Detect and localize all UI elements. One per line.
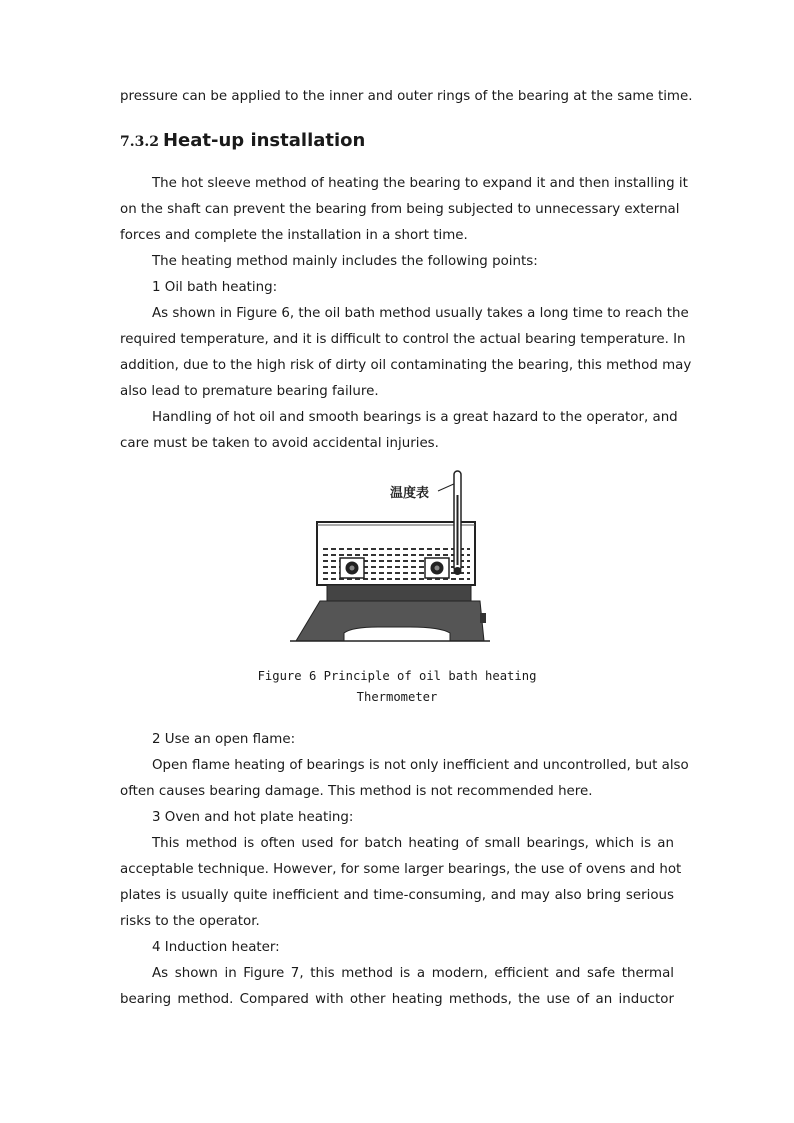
induction-title: 4 Induction heater:: [152, 940, 280, 955]
paragraph-line: required temperature, and it is difficult to control the actual bearing temperature. In: [120, 332, 686, 347]
section-number: 7.3.2: [120, 134, 159, 150]
oven-title: 3 Oven and hot plate heating:: [152, 810, 354, 825]
oil-bath-title: 1 Oil bath heating:: [152, 280, 278, 295]
paragraph-line: care must be taken to avoid accidental injuries.: [120, 436, 439, 451]
paragraph-line: also lead to premature bearing failure.: [120, 384, 379, 399]
points-intro: The heating method mainly includes the following points:: [152, 254, 538, 269]
bearing-icon: [425, 558, 449, 578]
thermometer-icon: [454, 471, 462, 575]
section-heading: [120, 128, 365, 155]
paragraph-line: addition, due to the high risk of dirty oil contaminating the bearing, this method may: [120, 358, 692, 373]
paragraph-line: Handling of hot oil and smooth bearings is a great hazard to the operator, and: [152, 410, 678, 425]
figure-caption: Figure 6 Principle of oil bath heating: [257, 669, 537, 683]
paragraph-line: on the shaft can prevent the bearing from being subjected to unnecessary external: [120, 202, 680, 217]
paragraph-line: This method is often used for batch heating of small bearings, which is an: [152, 836, 674, 851]
paragraph-line: bearing method. Compared with other heating methods, the use of an inductor: [120, 992, 674, 1007]
paragraph-line: Open flame heating of bearings is not only inefficient and uncontrolled, but also: [152, 758, 689, 773]
open-flame-title: 2 Use an open flame:: [152, 732, 296, 747]
paragraph-line: As shown in Figure 6, the oil bath method usually takes a long time to reach the: [152, 306, 689, 321]
heater-switch: [480, 613, 486, 623]
paragraph-line: The hot sleeve method of heating the bearing to expand it and then installing it: [152, 176, 688, 191]
hot-plate: [327, 585, 471, 601]
thermometer-label: 温度表: [390, 486, 430, 501]
paragraph-line: As shown in Figure 7, this method is a modern, efficient and safe thermal: [152, 966, 674, 981]
paragraph-line: risks to the operator.: [120, 914, 260, 929]
paragraph-line: forces and complete the installation in a short time.: [120, 228, 468, 243]
paragraph-line: acceptable technique. However, for some larger bearings, the use of ovens and hot: [120, 862, 682, 877]
heater-base: [296, 601, 484, 641]
oil-bath-figure: [290, 465, 500, 647]
intro-line: pressure can be applied to the inner and outer rings of the bearing at the same time.: [120, 89, 693, 104]
figure-caption-sub: Thermometer: [356, 690, 438, 704]
paragraph-line: plates is usually quite inefficient and time-consuming, and may also bring serious: [120, 888, 674, 903]
paragraph-line: often causes bearing damage. This method is not recommended here.: [120, 784, 593, 799]
bearing-icon: [340, 558, 364, 578]
section-title: Heat-up installation: [162, 130, 366, 151]
